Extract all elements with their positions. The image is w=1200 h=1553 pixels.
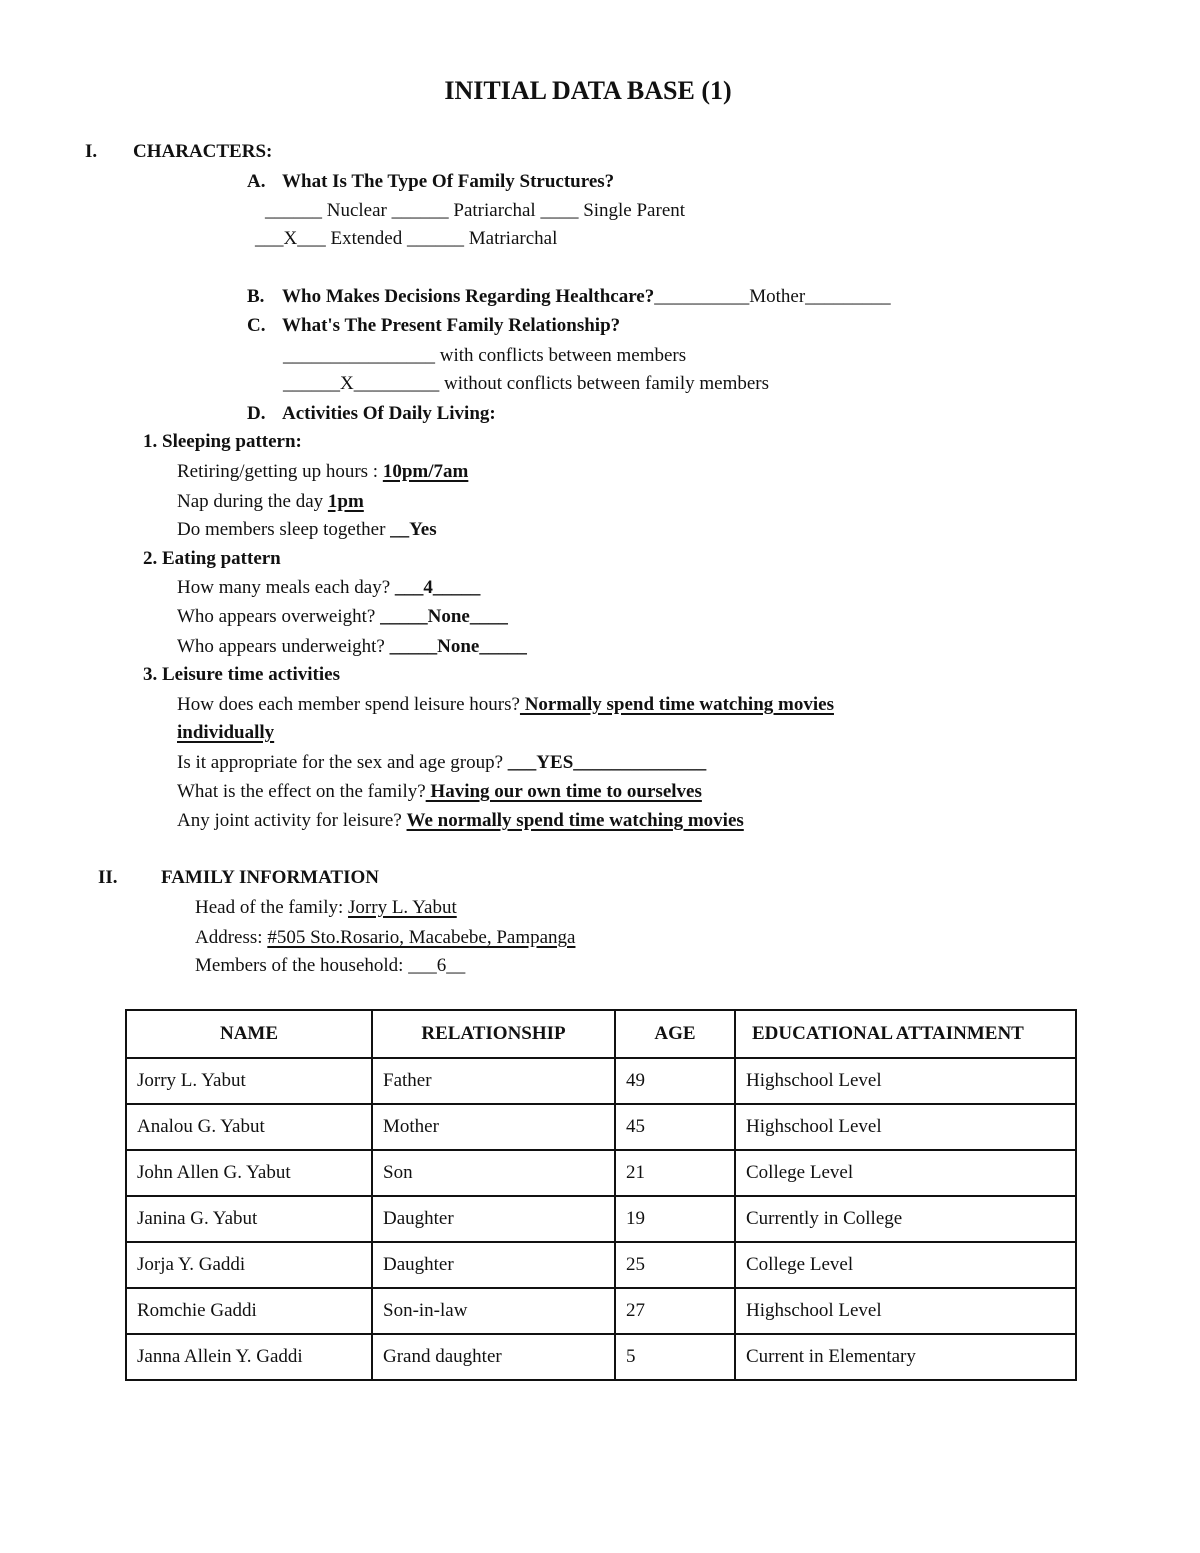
- question-text: Activities Of Daily Living:: [282, 403, 496, 424]
- leisure-q1: [177, 693, 834, 717]
- cell-education: College Level: [735, 1242, 1076, 1288]
- answer-value: individually: [177, 722, 275, 743]
- question-text: Who appears overweight?: [177, 606, 376, 627]
- question-text: Do members sleep together: [177, 519, 386, 540]
- option-nuclear: Nuclear: [326, 200, 387, 221]
- section-number: I.: [85, 141, 98, 162]
- answer-value: Normally spend time watching movies: [519, 694, 834, 715]
- cell-education: College Level: [735, 1150, 1076, 1196]
- question-label: B.: [247, 286, 265, 307]
- household-members: [195, 954, 465, 978]
- subsection-heading: 3. Leisure time activities: [143, 664, 340, 685]
- family-structure-options-row1: [265, 199, 685, 223]
- sleep-q1: [177, 460, 468, 484]
- answer-value: We normally spend time watching movies: [406, 810, 744, 831]
- cell-name: Analou G. Yabut: [126, 1104, 372, 1150]
- option-blank: ______: [391, 200, 449, 221]
- family-structure-options-row2: [255, 227, 557, 251]
- question-text: Retiring/getting up hours :: [177, 461, 379, 482]
- option-blank: ______: [265, 200, 322, 221]
- answer-value: __Yes: [390, 519, 437, 540]
- table-row: [126, 1058, 1076, 1104]
- question-text: What's The Present Family Relationship?: [282, 315, 621, 336]
- question-text: Who Makes Decisions Regarding Healthcare?: [282, 286, 655, 307]
- leisure-q1-continued: [177, 721, 274, 745]
- column-header-name: NAME: [126, 1010, 372, 1058]
- option-mark: ______X_________: [283, 373, 440, 394]
- table-row: [126, 1242, 1076, 1288]
- option-blank: ____: [540, 200, 579, 221]
- cell-relationship: Son-in-law: [372, 1288, 615, 1334]
- household-table: [125, 1009, 1077, 1381]
- answer-value: _____None____: [380, 606, 508, 627]
- leisure-q2: [177, 751, 706, 775]
- cell-name: Janina G. Yabut: [126, 1196, 372, 1242]
- field-label: Address:: [195, 927, 263, 948]
- field-value: Jorry L. Yabut: [348, 897, 457, 918]
- subsection-heading: 1. Sleeping pattern:: [143, 431, 302, 452]
- column-header-age: AGE: [615, 1010, 735, 1058]
- cell-name: Jorry L. Yabut: [126, 1058, 372, 1104]
- cell-name: Janna Allein Y. Gaddi: [126, 1334, 372, 1380]
- cell-education: Highschool Level: [735, 1104, 1076, 1150]
- cell-education: Highschool Level: [735, 1058, 1076, 1104]
- cell-age: 27: [615, 1288, 735, 1334]
- field-label: Members of the household:: [195, 955, 404, 976]
- eat-q3: [177, 635, 527, 659]
- field-value: ___6__: [408, 955, 466, 976]
- option-matriarchal: Matriarchal: [468, 228, 558, 249]
- answer-value: 1pm: [327, 491, 364, 512]
- field-value: #505 Sto.Rosario, Macabebe, Pampanga: [267, 927, 576, 948]
- answer-value: __________Mother_________: [654, 286, 891, 307]
- sleep-q2: [177, 490, 364, 514]
- cell-name: John Allen G. Yabut: [126, 1150, 372, 1196]
- relationship-option-1: [283, 344, 686, 368]
- column-header-education: EDUCATIONAL ATTAINMENT: [735, 1010, 1076, 1058]
- question-text: How does each member spend leisure hours?: [177, 694, 520, 715]
- address: [195, 926, 575, 950]
- leisure-q4: [177, 809, 744, 833]
- option-text: with conflicts between members: [439, 345, 687, 366]
- section-heading: FAMILY INFORMATION: [161, 867, 379, 888]
- question-label: C.: [247, 315, 266, 336]
- question-text: Nap during the day: [177, 491, 324, 512]
- option-blank: ________________: [283, 345, 435, 366]
- cell-education: Currently in College: [735, 1196, 1076, 1242]
- table-row: [126, 1196, 1076, 1242]
- cell-name: Jorja Y. Gaddi: [126, 1242, 372, 1288]
- question-text: Who appears underweight?: [177, 636, 385, 657]
- cell-relationship: Father: [372, 1058, 615, 1104]
- answer-value: Having our own time to ourselves: [425, 781, 702, 802]
- healthcare-decision-line: [282, 285, 891, 309]
- eat-q1: [177, 576, 480, 600]
- cell-education: Highschool Level: [735, 1288, 1076, 1334]
- option-blank: ______: [407, 228, 464, 249]
- cell-age: 21: [615, 1150, 735, 1196]
- answer-value: 10pm/7am: [382, 461, 469, 482]
- answer-value: _____None_____: [389, 636, 527, 657]
- cell-education: Current in Elementary: [735, 1334, 1076, 1380]
- subsection-heading: 2. Eating pattern: [143, 548, 281, 569]
- cell-age: 19: [615, 1196, 735, 1242]
- question-text: Any joint activity for leisure?: [177, 810, 402, 831]
- option-patriarchal: Patriarchal: [453, 200, 536, 221]
- answer-value: ___4_____: [394, 577, 481, 598]
- cell-relationship: Grand daughter: [372, 1334, 615, 1380]
- table-row: [126, 1288, 1076, 1334]
- section-number: II.: [98, 867, 118, 888]
- question-text: Is it appropriate for the sex and age group?: [177, 752, 504, 773]
- cell-name: Romchie Gaddi: [126, 1288, 372, 1334]
- cell-relationship: Mother: [372, 1104, 615, 1150]
- question-text: What is the effect on the family?: [177, 781, 426, 802]
- leisure-q3: [177, 780, 702, 804]
- option-text: without conflicts between family members: [443, 373, 770, 394]
- table-row: [126, 1104, 1076, 1150]
- cell-relationship: Daughter: [372, 1242, 615, 1288]
- relationship-option-2: [283, 372, 769, 396]
- answer-value: ___YES______________: [507, 752, 707, 773]
- cell-age: 25: [615, 1242, 735, 1288]
- field-label: Head of the family:: [195, 897, 344, 918]
- cell-age: 49: [615, 1058, 735, 1104]
- question-label: D.: [247, 403, 266, 424]
- table-row: [126, 1334, 1076, 1380]
- option-single-parent: Single Parent: [583, 200, 686, 221]
- cell-relationship: Son: [372, 1150, 615, 1196]
- option-extended: Extended: [330, 228, 403, 249]
- cell-age: 45: [615, 1104, 735, 1150]
- question-text: How many meals each day?: [177, 577, 391, 598]
- sleep-q3: [177, 518, 437, 542]
- eat-q2: [177, 605, 508, 629]
- page-title: INITIAL DATA BASE (1): [444, 76, 732, 105]
- table-row: [126, 1150, 1076, 1196]
- option-mark: ___X___: [255, 228, 326, 249]
- table-header-row: [126, 1010, 1076, 1058]
- cell-age: 5: [615, 1334, 735, 1380]
- section-heading: CHARACTERS:: [133, 141, 273, 162]
- cell-relationship: Daughter: [372, 1196, 615, 1242]
- column-header-relationship: RELATIONSHIP: [372, 1010, 615, 1058]
- question-label: A.: [247, 171, 266, 192]
- question-text: What Is The Type Of Family Structures?: [282, 171, 615, 192]
- head-of-family: [195, 896, 457, 920]
